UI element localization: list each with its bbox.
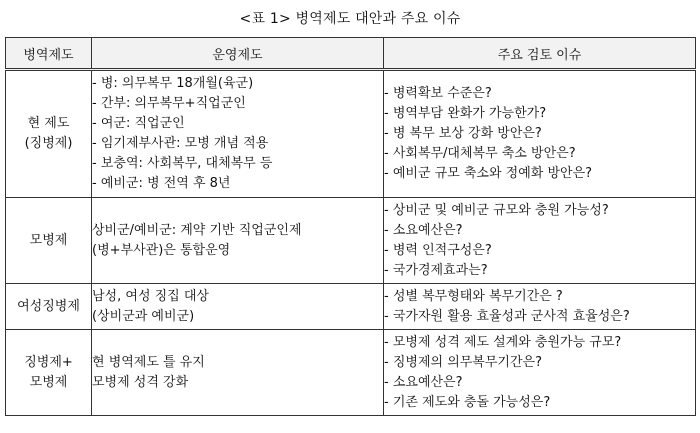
issue-item: - 성별 복무형태와 복무기간은 ? — [384, 288, 563, 304]
operation-line: (병+부사관)은 통합운영 — [92, 242, 231, 258]
operation-line: (상비군과 예비군) — [92, 308, 195, 324]
system-line: 현 제도 — [27, 116, 70, 131]
operation-cell — [92, 330, 384, 416]
operation-cell — [92, 284, 384, 330]
issue-item: - 소요예산은? — [384, 222, 463, 238]
issues-cell — [384, 70, 696, 198]
operation-item: - 예비군: 병 전역 후 8년 — [92, 176, 231, 191]
system-line: 징병제+ — [24, 354, 73, 370]
system-line: (징병제) — [24, 136, 73, 151]
operation-item: - 임기제부사관: 모병 개념 적용 — [92, 136, 269, 151]
system-cell — [6, 70, 92, 198]
header-row — [6, 38, 696, 70]
system-line: 여성징병제 — [17, 298, 80, 314]
issue-item: - 병역부담 완화가 가능한가? — [384, 106, 547, 121]
operation-line: 모병제 성격 강화 — [92, 374, 189, 390]
operation-cell — [92, 70, 384, 198]
issues-cell — [384, 284, 696, 330]
issue-item: - 예비군 규모 축소와 정예화 방안은? — [384, 166, 593, 181]
system-line: 모병제 — [29, 374, 68, 390]
table-row — [6, 330, 696, 416]
operation-item: - 병: 의무복무 18개월(육군) — [92, 76, 254, 91]
issues-cell — [384, 330, 696, 416]
issue-item: - 상비군 및 예비군 규모와 충원 가능성? — [384, 202, 609, 218]
system-cell — [6, 284, 92, 330]
issue-item: - 병 복무 보상 강화 방안은? — [384, 126, 542, 141]
issue-item: - 기존 제도와 충돌 가능성은? — [384, 394, 551, 410]
operation-line: 상비군/예비군: 계약 기반 직업군인제 — [92, 222, 302, 238]
issues-cell — [384, 198, 696, 284]
issue-item: - 사회복무/대체복무 축소 방안은? — [384, 146, 576, 161]
operation-line: 현 병역제도 틀 유지 — [92, 354, 205, 370]
table-row — [6, 198, 696, 284]
column-header-system: 병역제도 — [6, 38, 92, 70]
system-cell — [6, 198, 92, 284]
issue-item: - 병력확보 수준은? — [384, 86, 492, 101]
issue-item: - 소요예산은? — [384, 374, 463, 390]
issue-item: - 징병제의 의무복무기간은? — [384, 354, 542, 370]
operation-item: - 간부: 의무복무+직업군인 — [92, 96, 246, 111]
column-header-issues: 주요 검토 이슈 — [384, 38, 696, 70]
table-caption: <표 1> 병역제도 대안과 주요 이슈 — [239, 11, 461, 27]
system-line: 모병제 — [29, 232, 68, 248]
table-row — [6, 284, 696, 330]
table-row — [6, 70, 696, 198]
system-cell — [6, 330, 92, 416]
operation-item: - 보충역: 사회복무, 대체복무 등 — [92, 156, 273, 171]
issue-item: - 국가경제효과는? — [384, 262, 488, 278]
column-header-operation: 운영제도 — [92, 38, 384, 70]
operation-line: 남성, 여성 징집 대상 — [92, 288, 209, 304]
military-system-table — [5, 37, 696, 416]
issue-item: - 모병제 성격 제도 설계와 충원가능 규모? — [384, 334, 622, 350]
issue-item: - 국가자원 활용 효율성과 군사적 효율성은? — [384, 308, 630, 324]
operation-cell — [92, 198, 384, 284]
issue-item: - 병력 인적구성은? — [384, 242, 492, 258]
operation-item: - 여군: 직업군인 — [92, 116, 185, 131]
